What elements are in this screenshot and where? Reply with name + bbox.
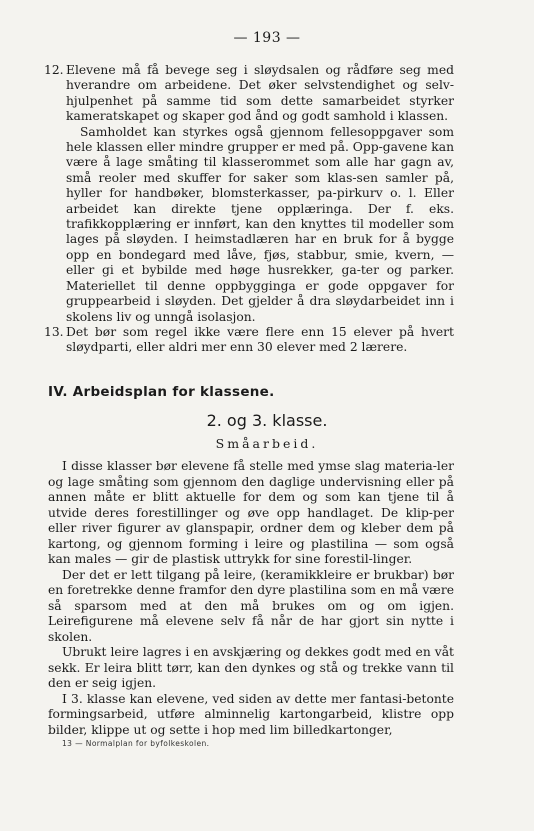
section-body — [48, 459, 454, 738]
paragraph: Samholdet kan styrkes også gjennom fellesoppgaver som hele klassen eller mindre grupper er med på. Opp-gavene kan være å lage småting til klasserommet som alle har gagn av, små reoler med skuffer for saker som klas-sen samler på, hyller for handbøker, blomsterkasser, pa-pirkurv o. l. Eller arbeidet kan direkte tjene opplæringa. Der f. eks. trafikkopplæring er innført, kan den knyttes til modeller som lages på sløyden. I heimstadlæren har en bruk for å bygge opp en bondegard med låve, fjøs, stabbur, smie, kvern, — eller gi et bybilde med høge husrekker, ga-ter og parker. Materiellet til denne oppbygginga er gode oppgaver for gruppearbeid i sløyden. Det gjelder å dra sløydarbeidet inn i skolens liv og unngå isolasjon. — [66, 124, 454, 324]
paragraph: Det bør som regel ikke være flere enn 15 elever på hvert sløydparti, eller aldri mer enn 30 elever med 2 lærere. — [66, 324, 454, 355]
numbered-list — [44, 63, 454, 356]
paragraph: Der det er lett tilgang på leire, (keramikkleire er brukbar) bør en foretrekke denne framfor den dyre plastilina som en må være så sparsom med at den må brukes om og om igjen. Leirefigurene må elevene selv få når de har gjort sin nytte i skolen. — [48, 567, 454, 644]
paragraph: I disse klasser bør elevene få stelle med ymse slag materia-ler og lage småting som gjennom den daglige undervisning eller på annen måte er blitt aktuelle for dem og som kan tjene til å utvide deres forestillinger og øve opp handlaget. De klip-per eller river figurer av glanspapir, ordner dem og kleber dem på kartong, og gjennom forming i leire og plastilina — som også kan males — gir de plastisk uttrykk for sine forestil-linger. — [48, 459, 454, 566]
paragraph: Ubrukt leire lagres i en avskjæring og dekkes godt med en våt sekk. Er leira blitt tørr, kan den dynkes og stå og trekke vann til den er seig igjen. — [48, 645, 454, 690]
class-subheading: 2. og 3. klasse. — [206, 411, 328, 430]
item-number: 12. — [44, 63, 64, 77]
list-item-12 — [44, 63, 454, 325]
topic-heading: Småarbeid. — [215, 436, 319, 451]
page-footer: 13 — Normalplan for byfolkeskolen. — [62, 739, 210, 748]
paragraph: I 3. klasse kan elevene, ved siden av dette mer fantasi-betonte formingsarbeid, utføre alminnelig kartongarbeid, klistre opp bilder, klippe ut og sette i hop med lim billedkartonger, — [48, 691, 454, 737]
paragraph: Elevene må få bevege seg i sløydsalen og rådføre seg med hverandre om arbeidene. Det øker selvstendighet og selv-hjulpenhet på samme tid som dette samarbeidet styrker kameratskapet og skaper god ånd og godt samhold i klassen. — [66, 63, 454, 124]
page-number: — 193 — — [233, 30, 301, 46]
list-item-13 — [44, 324, 454, 356]
section-heading: IV. Arbeidsplan for klassene. — [48, 384, 275, 400]
item-number: 13. — [44, 324, 64, 339]
